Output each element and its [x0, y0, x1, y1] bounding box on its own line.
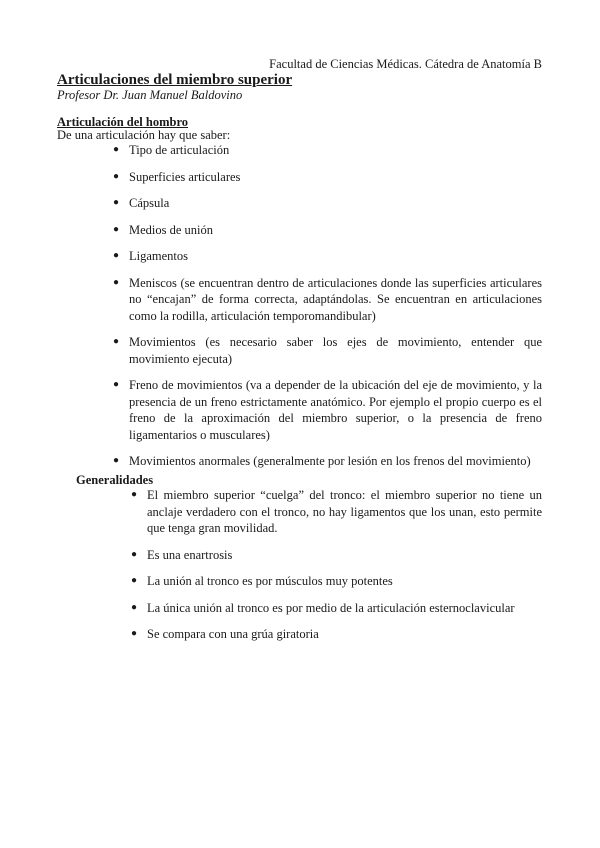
general-section-heading: Generalidades — [76, 473, 154, 487]
list-item — [131, 626, 542, 643]
list-item — [113, 142, 542, 159]
list-item — [113, 275, 542, 325]
list-item — [113, 248, 542, 265]
list-item-text: Movimientos anormales (generalmente por lesión en los frenos del movimiento) — [129, 454, 531, 468]
list-item — [131, 573, 542, 590]
list-item-text: Es una enartrosis — [147, 547, 233, 562]
document-author: Profesor Dr. Juan Manuel Baldovino — [57, 88, 243, 102]
bullet-icon: ● — [131, 601, 138, 613]
list-item-text: El miembro superior “cuelga” del tronco: el miembro superior no tiene un anclaje verdadero con el tronco, no hay ligamentos que los unan, esto permite que tenga gran movilidad. — [147, 488, 542, 535]
bullet-icon: ● — [131, 628, 138, 639]
bullet-icon: ● — [131, 548, 138, 560]
bullet-icon: ● — [113, 144, 120, 155]
list-item — [113, 453, 542, 470]
list-item — [131, 600, 542, 617]
list-item — [113, 195, 542, 212]
bullet-icon: ● — [113, 197, 120, 208]
bullet-icon: ● — [113, 170, 120, 182]
list-item-text: Se compara con una grúa giratoria — [147, 627, 319, 641]
list-item-text: Ligamentos — [129, 249, 189, 263]
list-item-text: Cápsula — [129, 196, 170, 210]
list-item-text: Medios de unión — [129, 222, 214, 237]
list-item-text: Freno de movimientos (va a depender de la ubicación del eje de movimiento, y la presencia de un freno estrictamente anatómico. Por ejemplo el propio cuerpo es el freno de la aproximación del miembro superior, o la presencia de freno ligamentarios o musculares) — [129, 378, 542, 442]
list-item — [113, 169, 542, 186]
list-item — [113, 334, 542, 367]
bullet-icon: ● — [131, 575, 138, 586]
institution-header: Facultad de Ciencias Médicas. Cátedra de Anatomía B — [269, 57, 542, 71]
list-item — [131, 487, 542, 537]
bullet-icon: ● — [113, 379, 120, 390]
list-item-text: Tipo de articulación — [129, 143, 230, 157]
shoulder-section-intro: De una articulación hay que saber: — [57, 128, 231, 142]
list-item-text: La unión al tronco es por músculos muy potentes — [147, 574, 393, 588]
general-topics-list — [131, 487, 542, 653]
list-item-text: Movimientos (es necesario saber los ejes de movimiento, entender que movimiento ejecuta) — [129, 335, 542, 366]
document-title: Articulaciones del miembro superior — [57, 72, 293, 88]
list-item-text: Superficies articulares — [129, 169, 241, 184]
list-item — [113, 377, 542, 443]
list-item — [131, 547, 542, 564]
bullet-icon: ● — [113, 455, 120, 466]
list-item — [113, 222, 542, 239]
bullet-icon: ● — [113, 336, 120, 347]
bullet-icon: ● — [113, 250, 120, 261]
bullet-icon: ● — [113, 276, 120, 288]
list-item-text: Meniscos (se encuentran dentro de articulaciones donde las superficies articulares no “encajan” de forma correcta, adaptándolas. Se encuentran en articulaciones como la rodilla, articulación temporomandibular) — [129, 275, 542, 323]
list-item-text: La única unión al tronco es por medio de la articulación esternoclavicular — [147, 600, 515, 615]
bullet-icon: ● — [131, 489, 138, 500]
shoulder-section-heading: Articulación del hombro — [57, 115, 189, 129]
shoulder-topics-list — [113, 142, 542, 480]
bullet-icon: ● — [113, 223, 120, 235]
